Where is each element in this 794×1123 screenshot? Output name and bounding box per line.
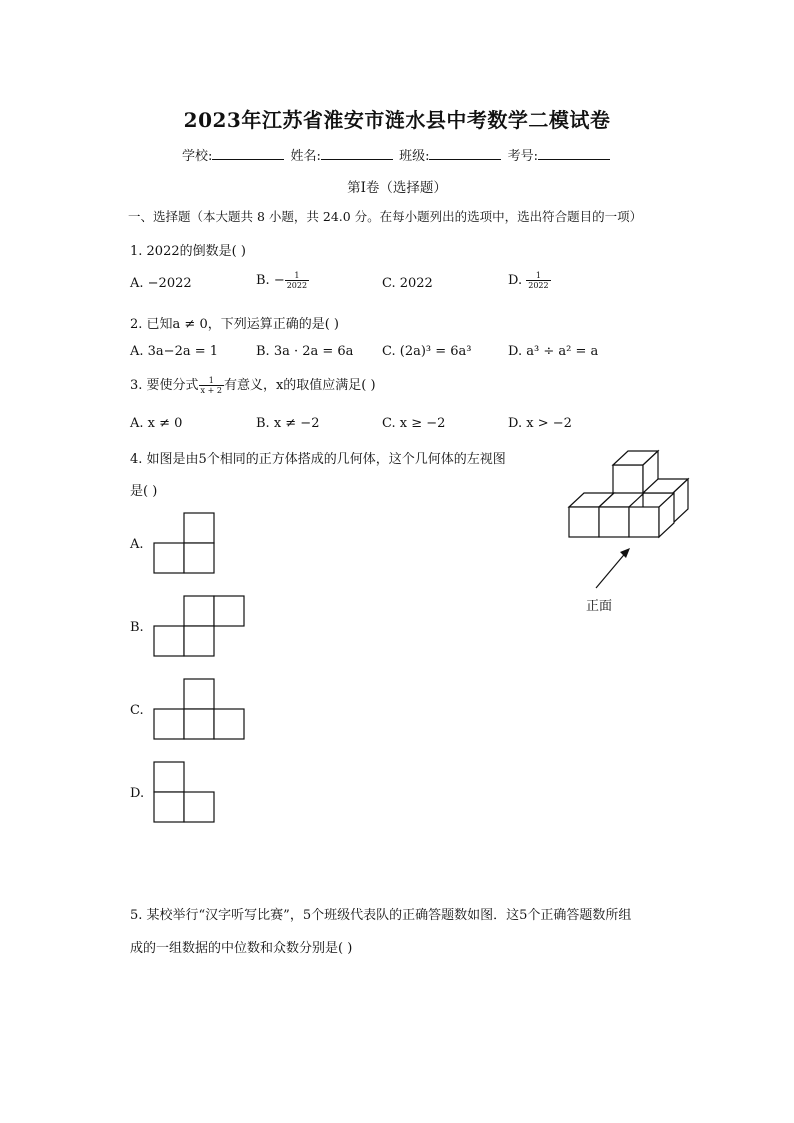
q3-option-a[interactable]: A. x ≠ 0 [130,416,183,431]
class-blank[interactable] [429,147,501,160]
section-heading: 一、选择题（本大题共 8 小题，共 24.0 分。在每小题列出的选项中，选出符合题目的一项） [128,209,643,224]
q1-option-c[interactable]: C. 2022 [382,276,433,291]
q3-stem [130,374,376,395]
q1-option-b[interactable] [256,271,309,290]
q1-option-a[interactable]: A. −2022 [130,276,192,291]
q2-option-b[interactable]: B. 3a · 2a = 6a [256,344,354,359]
q4-option-b-figure [154,596,246,658]
q1-d-denominator: 2022 [528,281,549,290]
q5-stem-line2: 成的一组数据的中位数和众数分别是( ) [130,941,353,956]
cube-figure [560,448,700,618]
q1-d-numerator: 1 [535,271,541,280]
school-label: 学校: [182,149,213,164]
q4-stem-line1: 4. 如图是由5个相同的正方体搭成的几何体，这个几何体的左视图 [130,452,506,467]
student-info-line [0,145,794,164]
exam-number-blank[interactable] [538,147,610,160]
q3-option-c[interactable]: C. x ≥ −2 [382,416,446,431]
q1-option-b-prefix: B. − [256,273,285,288]
q4-option-d-figure [154,762,216,824]
q3-option-d[interactable]: D. x > −2 [508,416,572,431]
q3-option-b[interactable]: B. x ≠ −2 [256,416,320,431]
q1-stem: 1. 2022的倒数是( ) [130,244,246,259]
q1-b-denominator: 2022 [286,281,308,290]
q1-option-d-prefix: D. [508,273,527,288]
q2-option-d[interactable]: D. a³ ÷ a² = a [508,344,599,359]
q1-option-d-fraction [526,271,550,290]
q1-b-numerator: 1 [294,271,300,280]
exam-number-label: 考号: [507,149,538,164]
page-title: 2023年江苏省淮安市涟水县中考数学二模试卷 [183,108,611,132]
name-label: 姓名: [290,149,321,164]
q1-option-b-fraction [285,271,309,290]
school-blank[interactable] [212,147,284,160]
q4-option-c[interactable]: C. [130,703,144,718]
q3-denominator: x + 2 [200,386,222,395]
q4-stem-line2: 是( ) [130,484,158,499]
q1-option-d[interactable] [508,271,551,290]
q4-option-c-figure [154,679,246,741]
q4-option-a[interactable]: A. [130,537,144,552]
q4-option-d[interactable]: D. [130,786,145,801]
q5-stem-line1: 5. 某校举行“汉字听写比赛”，5个班级代表队的正确答题数如图．这5个正确答题数所组 [130,908,632,923]
name-blank[interactable] [321,147,393,160]
q2-option-a[interactable]: A. 3a−2a = 1 [130,344,219,359]
q3-stem-post: 有意义，x的取值应满足( ) [223,378,376,393]
figure-label-front: 正面 [586,599,613,614]
q2-stem: 2. 已知a ≠ 0，下列运算正确的是( ) [130,317,339,332]
section-subtitle: 第Ⅰ卷（选择题） [347,180,447,196]
q2-option-c[interactable]: C. (2a)³ = 6a³ [382,344,472,359]
q3-stem-pre: 3. 要使分式 [130,378,199,393]
class-label: 班级: [399,149,430,164]
q3-numerator: 1 [208,376,214,385]
q4-option-a-figure [154,513,216,575]
q4-option-b[interactable]: B. [130,620,144,635]
q3-fraction [199,376,224,395]
